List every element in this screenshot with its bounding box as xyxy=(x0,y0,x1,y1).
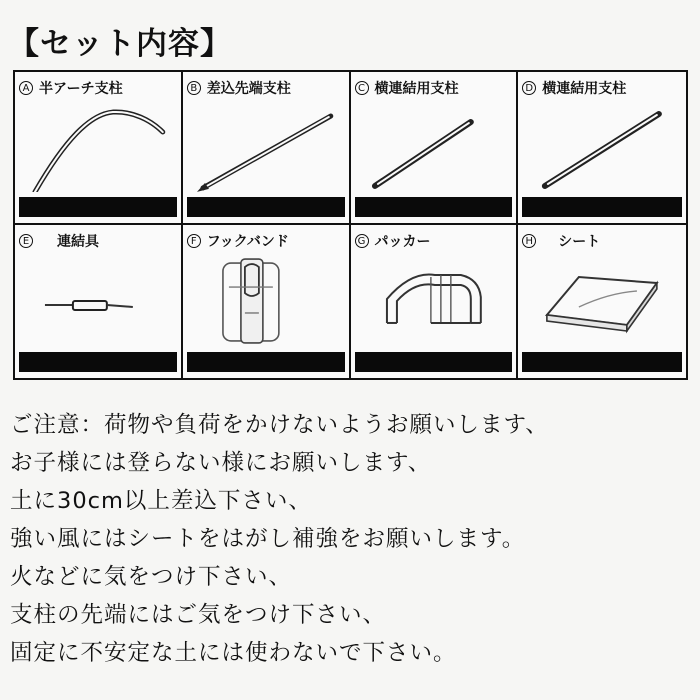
redacted-bar xyxy=(355,352,513,372)
item-name: 連結具 xyxy=(57,234,99,250)
connecting-pole-icon xyxy=(518,100,686,192)
item-label xyxy=(522,78,626,98)
half-arch-pole-icon xyxy=(15,100,181,192)
item-label xyxy=(522,231,600,251)
item-cell-a xyxy=(15,72,183,225)
circled-letter: C xyxy=(355,81,369,95)
item-name: フックバンド xyxy=(206,234,289,250)
redacted-bar xyxy=(19,197,177,217)
redacted-bar xyxy=(522,352,682,372)
redacted-bar xyxy=(187,197,345,217)
item-cell-h xyxy=(518,225,686,378)
circled-letter: B xyxy=(187,81,201,95)
redacted-bar xyxy=(355,197,513,217)
item-label xyxy=(355,78,459,98)
note-line: ご注意：荷物や負荷をかけないようお願いします、 xyxy=(10,412,549,438)
note-line: 支柱の先端にはご気をつけ下さい、 xyxy=(10,602,387,628)
item-cell-f xyxy=(183,225,351,378)
circled-letter: G xyxy=(355,234,369,248)
item-cell-d xyxy=(518,72,686,225)
sheet-icon xyxy=(518,253,686,345)
circled-letter: E xyxy=(19,234,33,248)
connecting-pole-icon xyxy=(351,100,517,192)
circled-letter: F xyxy=(187,234,201,248)
redacted-bar xyxy=(522,197,682,217)
item-cell-g xyxy=(351,225,519,378)
pointed-pole-icon xyxy=(183,100,349,192)
note-line: 固定に不安定な土には使わないで下さい。 xyxy=(10,640,457,666)
page-title: 【セット内容】 xyxy=(8,26,232,62)
circled-letter: A xyxy=(19,81,33,95)
item-label xyxy=(355,231,431,251)
note-line: お子様には登らない様にお願いします、 xyxy=(10,450,432,476)
connector-icon xyxy=(15,253,181,345)
item-label xyxy=(19,78,123,98)
hook-band-icon xyxy=(183,253,349,345)
note-line: 土に30cm以上差込下さい、 xyxy=(10,488,312,514)
item-cell-c xyxy=(351,72,519,225)
item-name: シート xyxy=(558,234,601,250)
item-name: 差込先端支柱 xyxy=(206,81,291,97)
item-name: 半アーチ支柱 xyxy=(39,81,123,97)
set-contents-grid xyxy=(13,70,688,380)
redacted-bar xyxy=(187,352,345,372)
circled-letter: D xyxy=(522,81,536,95)
item-name: 横連結用支柱 xyxy=(542,81,627,97)
item-name: 横連結用支柱 xyxy=(374,81,459,97)
item-label xyxy=(19,231,99,251)
item-cell-e xyxy=(15,225,183,378)
item-label xyxy=(187,78,291,98)
circled-letter: H xyxy=(522,234,536,248)
item-label xyxy=(187,231,289,251)
item-cell-b xyxy=(183,72,351,225)
caution-notes xyxy=(10,406,695,672)
packer-clip-icon xyxy=(351,253,517,345)
item-name: パッカー xyxy=(374,234,431,250)
redacted-bar xyxy=(19,352,177,372)
note-line: 強い風にはシートをはがし補強をお願いします。 xyxy=(10,526,526,552)
note-line: 火などに気をつけ下さい、 xyxy=(10,564,293,590)
